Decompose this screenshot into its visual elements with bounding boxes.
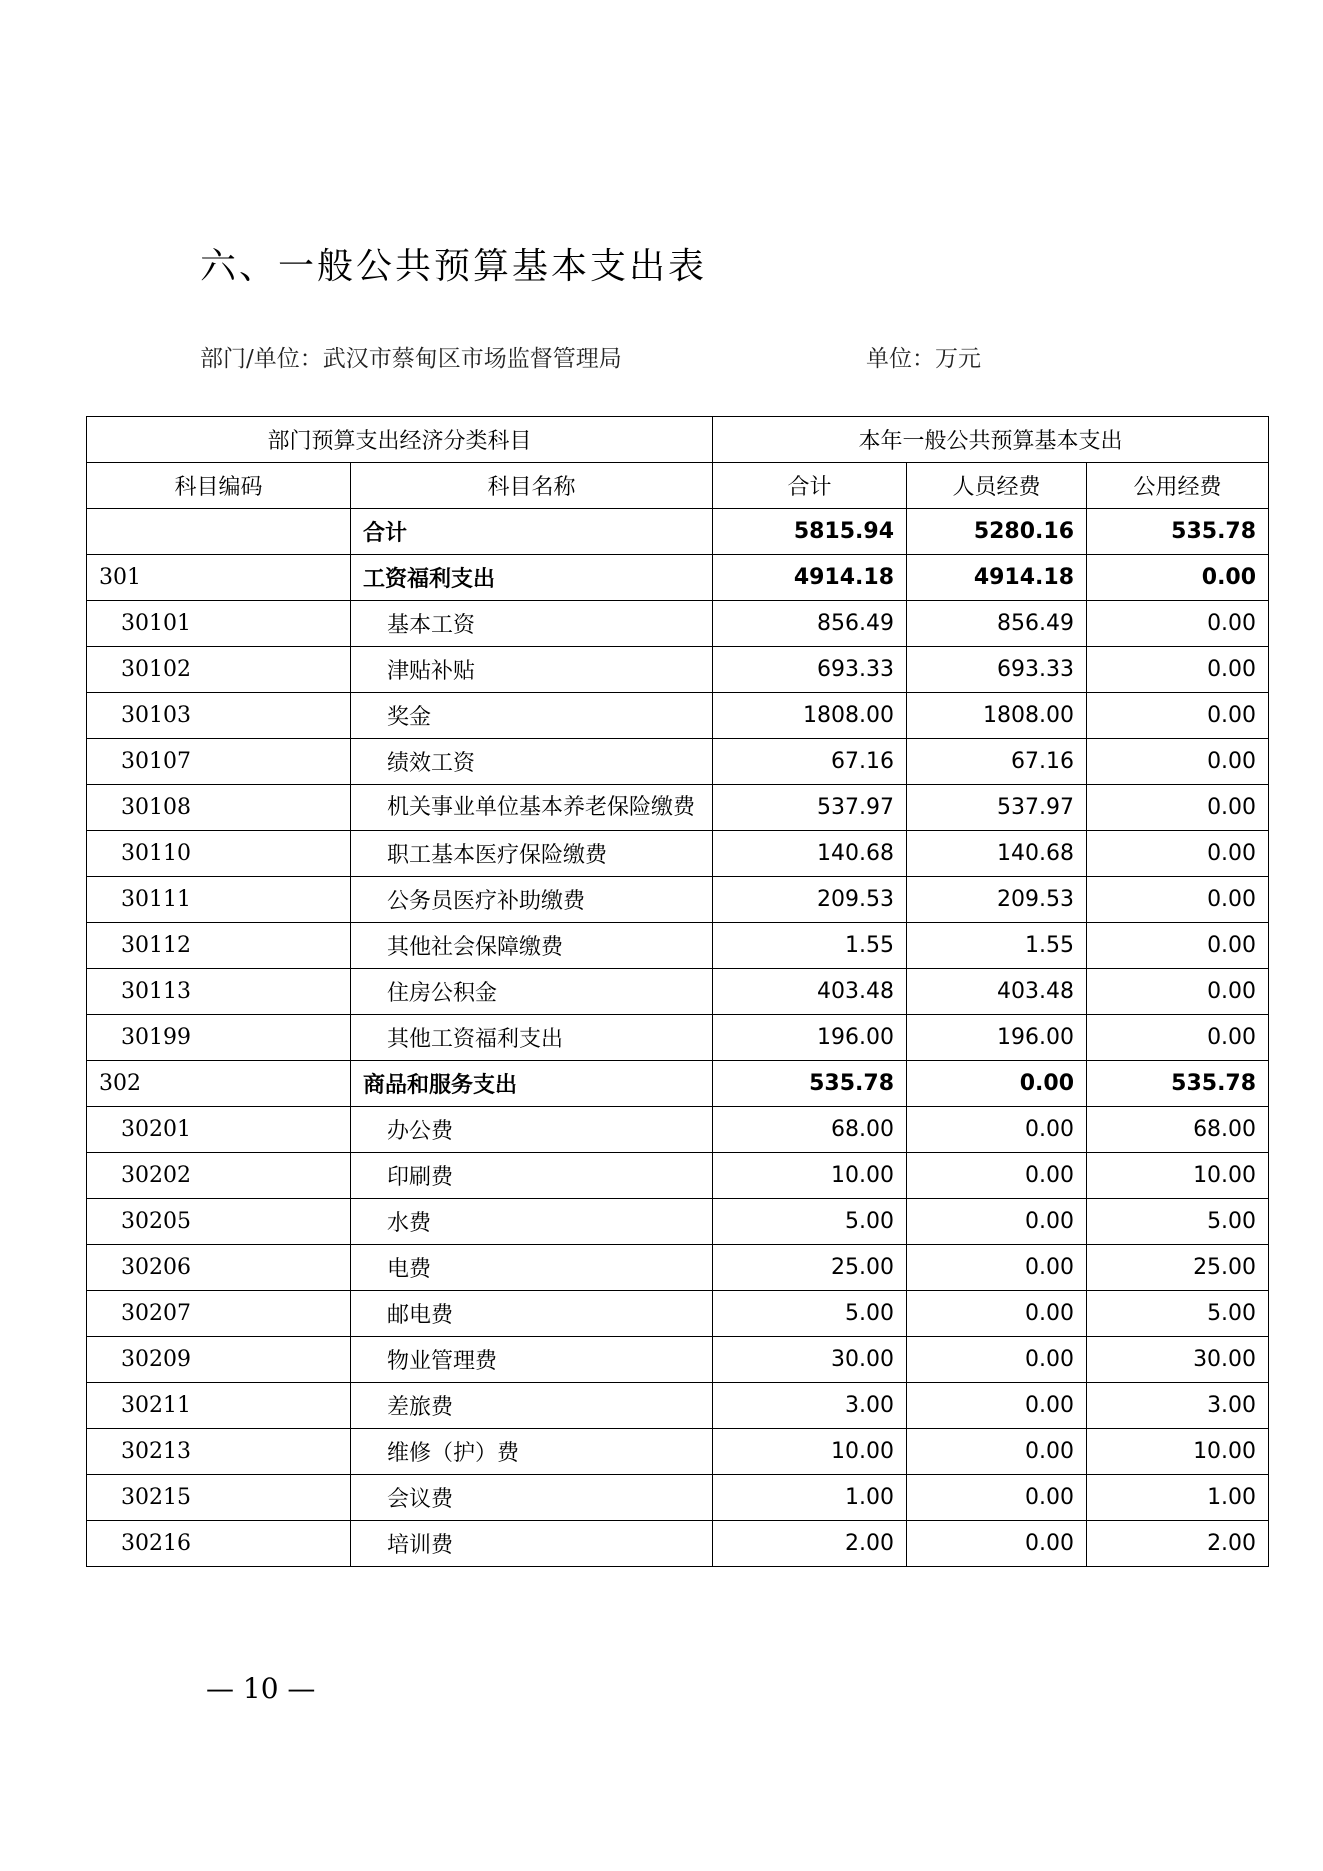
- personnel-cell: 0.00: [907, 1291, 1087, 1337]
- name-cell: 维修（护）费: [351, 1429, 713, 1475]
- personnel-cell: 0.00: [907, 1429, 1087, 1475]
- personnel-cell: 537.97: [907, 785, 1087, 831]
- total-cell: 140.68: [713, 831, 907, 877]
- total-cell: 537.97: [713, 785, 907, 831]
- name-cell: 培训费: [351, 1521, 713, 1567]
- public-cell: 535.78: [1087, 509, 1269, 555]
- personnel-cell: 1.55: [907, 923, 1087, 969]
- table-row: [87, 877, 1269, 923]
- table-row: [87, 1107, 1269, 1153]
- total-cell: 5.00: [713, 1199, 907, 1245]
- code-cell: 30207: [87, 1291, 351, 1337]
- code-cell: 30209: [87, 1337, 351, 1383]
- table-row: [87, 1475, 1269, 1521]
- code-cell: 301: [87, 555, 351, 601]
- table-row: [87, 1291, 1269, 1337]
- column-header-total: 合计: [713, 463, 907, 509]
- total-cell: 5.00: [713, 1291, 907, 1337]
- total-cell: 25.00: [713, 1245, 907, 1291]
- public-cell: 30.00: [1087, 1337, 1269, 1383]
- group-header-basic-expenditure: 本年一般公共预算基本支出: [713, 417, 1269, 463]
- public-cell: 0.00: [1087, 739, 1269, 785]
- budget-table: [86, 416, 1269, 1567]
- code-cell: 30101: [87, 601, 351, 647]
- total-cell: 693.33: [713, 647, 907, 693]
- name-cell: 工资福利支出: [351, 555, 713, 601]
- code-cell: 30206: [87, 1245, 351, 1291]
- personnel-cell: 693.33: [907, 647, 1087, 693]
- personnel-cell: 0.00: [907, 1245, 1087, 1291]
- personnel-cell: 856.49: [907, 601, 1087, 647]
- total-cell: 1.55: [713, 923, 907, 969]
- code-cell: 302: [87, 1061, 351, 1107]
- personnel-cell: 0.00: [907, 1383, 1087, 1429]
- code-cell: 30110: [87, 831, 351, 877]
- table-row: [87, 601, 1269, 647]
- name-cell: 其他工资福利支出: [351, 1015, 713, 1061]
- name-cell: 水费: [351, 1199, 713, 1245]
- personnel-cell: 0.00: [907, 1107, 1087, 1153]
- personnel-cell: 0.00: [907, 1521, 1087, 1567]
- total-cell: 535.78: [713, 1061, 907, 1107]
- public-cell: 68.00: [1087, 1107, 1269, 1153]
- name-cell: 印刷费: [351, 1153, 713, 1199]
- public-cell: 0.00: [1087, 693, 1269, 739]
- table-row: [87, 969, 1269, 1015]
- table-row: [87, 1245, 1269, 1291]
- name-cell: 会议费: [351, 1475, 713, 1521]
- personnel-cell: 403.48: [907, 969, 1087, 1015]
- name-cell: 差旅费: [351, 1383, 713, 1429]
- column-header-row: [87, 463, 1269, 509]
- code-cell: 30112: [87, 923, 351, 969]
- name-cell: 电费: [351, 1245, 713, 1291]
- personnel-cell: 0.00: [907, 1153, 1087, 1199]
- table-row: [87, 647, 1269, 693]
- personnel-cell: 209.53: [907, 877, 1087, 923]
- name-cell: 办公费: [351, 1107, 713, 1153]
- code-cell: 30213: [87, 1429, 351, 1475]
- personnel-cell: 0.00: [907, 1475, 1087, 1521]
- name-cell: 商品和服务支出: [351, 1061, 713, 1107]
- table-row: [87, 785, 1269, 831]
- code-cell: 30201: [87, 1107, 351, 1153]
- total-cell: 67.16: [713, 739, 907, 785]
- personnel-cell: 0.00: [907, 1199, 1087, 1245]
- group-header-row: [87, 417, 1269, 463]
- personnel-cell: 140.68: [907, 831, 1087, 877]
- table-body: [87, 509, 1269, 1567]
- personnel-cell: 196.00: [907, 1015, 1087, 1061]
- total-cell: 1.00: [713, 1475, 907, 1521]
- code-cell: 30107: [87, 739, 351, 785]
- group-header-classification: 部门预算支出经济分类科目: [87, 417, 713, 463]
- public-cell: 5.00: [1087, 1199, 1269, 1245]
- column-header-personnel: 人员经费: [907, 463, 1087, 509]
- name-cell: 基本工资: [351, 601, 713, 647]
- code-cell: [87, 509, 351, 555]
- total-cell: 4914.18: [713, 555, 907, 601]
- table-row: [87, 1153, 1269, 1199]
- public-cell: 2.00: [1087, 1521, 1269, 1567]
- total-cell: 5815.94: [713, 509, 907, 555]
- column-header-public: 公用经费: [1087, 463, 1269, 509]
- total-cell: 2.00: [713, 1521, 907, 1567]
- department-label: 部门/单位：武汉市蔡甸区市场监督管理局: [200, 346, 622, 372]
- personnel-cell: 1808.00: [907, 693, 1087, 739]
- public-cell: 10.00: [1087, 1429, 1269, 1475]
- table-row: [87, 1199, 1269, 1245]
- table-header: [87, 417, 1269, 509]
- table-row: [87, 1337, 1269, 1383]
- category-row: [87, 1061, 1269, 1107]
- name-cell: 机关事业单位基本养老保险缴费: [351, 785, 713, 831]
- code-cell: 30102: [87, 647, 351, 693]
- total-cell: 10.00: [713, 1429, 907, 1475]
- public-cell: 3.00: [1087, 1383, 1269, 1429]
- code-cell: 30111: [87, 877, 351, 923]
- public-cell: 1.00: [1087, 1475, 1269, 1521]
- name-cell: 津贴补贴: [351, 647, 713, 693]
- total-cell: 403.48: [713, 969, 907, 1015]
- column-header-code: 科目编码: [87, 463, 351, 509]
- table-row: [87, 739, 1269, 785]
- public-cell: 0.00: [1087, 647, 1269, 693]
- total-cell: 10.00: [713, 1153, 907, 1199]
- code-cell: 30108: [87, 785, 351, 831]
- total-row: [87, 509, 1269, 555]
- personnel-cell: 5280.16: [907, 509, 1087, 555]
- name-cell: 合计: [351, 509, 713, 555]
- code-cell: 30202: [87, 1153, 351, 1199]
- unit-label: 单位：万元: [866, 346, 981, 372]
- code-cell: 30211: [87, 1383, 351, 1429]
- public-cell: 0.00: [1087, 785, 1269, 831]
- code-cell: 30205: [87, 1199, 351, 1245]
- public-cell: 0.00: [1087, 831, 1269, 877]
- name-cell: 职工基本医疗保险缴费: [351, 831, 713, 877]
- table-row: [87, 1429, 1269, 1475]
- page-number: — 10 —: [206, 1672, 316, 1705]
- public-cell: 10.00: [1087, 1153, 1269, 1199]
- table-row: [87, 1521, 1269, 1567]
- column-header-name: 科目名称: [351, 463, 713, 509]
- table-row: [87, 923, 1269, 969]
- total-cell: 3.00: [713, 1383, 907, 1429]
- public-cell: 535.78: [1087, 1061, 1269, 1107]
- public-cell: 0.00: [1087, 877, 1269, 923]
- name-cell: 绩效工资: [351, 739, 713, 785]
- code-cell: 30199: [87, 1015, 351, 1061]
- name-cell: 其他社会保障缴费: [351, 923, 713, 969]
- table-row: [87, 831, 1269, 877]
- code-cell: 30103: [87, 693, 351, 739]
- personnel-cell: 67.16: [907, 739, 1087, 785]
- name-cell: 住房公积金: [351, 969, 713, 1015]
- public-cell: 0.00: [1087, 555, 1269, 601]
- public-cell: 0.00: [1087, 923, 1269, 969]
- name-cell: 奖金: [351, 693, 713, 739]
- name-cell: 邮电费: [351, 1291, 713, 1337]
- public-cell: 0.00: [1087, 1015, 1269, 1061]
- category-row: [87, 555, 1269, 601]
- public-cell: 25.00: [1087, 1245, 1269, 1291]
- total-cell: 68.00: [713, 1107, 907, 1153]
- total-cell: 196.00: [713, 1015, 907, 1061]
- personnel-cell: 4914.18: [907, 555, 1087, 601]
- total-cell: 30.00: [713, 1337, 907, 1383]
- page-title: 六、一般公共预算基本支出表: [200, 246, 708, 287]
- total-cell: 209.53: [713, 877, 907, 923]
- personnel-cell: 0.00: [907, 1061, 1087, 1107]
- public-cell: 5.00: [1087, 1291, 1269, 1337]
- name-cell: 物业管理费: [351, 1337, 713, 1383]
- code-cell: 30113: [87, 969, 351, 1015]
- table-row: [87, 693, 1269, 739]
- total-cell: 1808.00: [713, 693, 907, 739]
- code-cell: 30216: [87, 1521, 351, 1567]
- public-cell: 0.00: [1087, 601, 1269, 647]
- table-row: [87, 1383, 1269, 1429]
- public-cell: 0.00: [1087, 969, 1269, 1015]
- total-cell: 856.49: [713, 601, 907, 647]
- table-row: [87, 1015, 1269, 1061]
- name-cell: 公务员医疗补助缴费: [351, 877, 713, 923]
- personnel-cell: 0.00: [907, 1337, 1087, 1383]
- code-cell: 30215: [87, 1475, 351, 1521]
